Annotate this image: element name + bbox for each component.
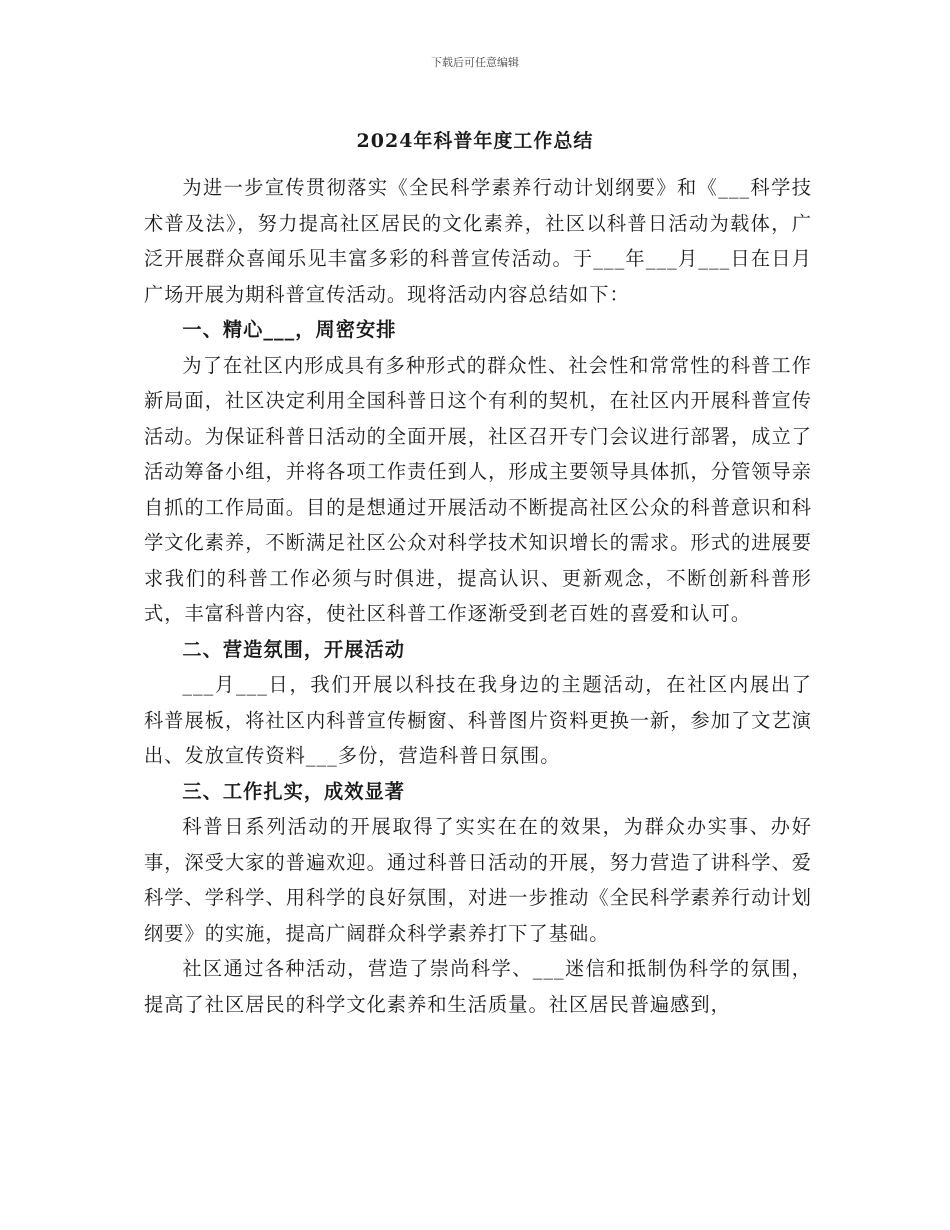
- section-2-paragraph: ___月___日，我们开展以科技在我身边的主题活动，在社区内展出了科普展板，将社区内科普宣传橱窗、科普图片资料更换一新，参加了文艺演出、发放宣传资料___多份，营造科普日氛围。: [144, 673, 812, 767]
- download-note: 下载后可任意编辑: [431, 56, 519, 69]
- section-1-paragraph: 为了在社区内形成具有多种形式的群众性、社会性和常常性的科普工作新局面，社区决定利用全国科普日这个有利的契机，在社区内开展科普宣传活动。为保证科普日活动的全面开展，社区召开专门会议进行部署，成立了活动筹备小组，并将各项工作责任到人，形成主要领导具体抓，分管领导亲自抓的工作局面。目的是想通过开展活动不断提高社区公众的科普意识和科学文化素养，不断满足社区公众对科学技术知识增长的需求。形式的进展要求我们的科普工作必须与时俱进，提高认识、更新观念，不断创新科普形式，丰富科普内容，使社区科普工作逐渐受到老百姓的喜爱和认可。: [144, 353, 812, 625]
- section-1-heading: 一、精心___，周密安排: [182, 318, 397, 341]
- document-title: 2024年科普年度工作总结: [356, 130, 594, 152]
- section-3-paragraph-2: 社区通过各种活动，营造了崇尚科学、___迷信和抵制伪科学的氛围，提高了社区居民的科学文化素养和生活质量。社区居民普遍感到，: [144, 957, 812, 1016]
- section-2-heading: 二、营造氛围，开展活动: [182, 637, 406, 661]
- section-3-heading: 三、工作扎实，成效显著: [182, 779, 406, 803]
- intro-paragraph: 为进一步宣传贯彻落实《全民科学素养行动计划纲要》和《___科学技术普及法》，努力提高社区居民的文化素养，社区以科普日活动为载体，广泛开展群众喜闻乐见丰富多彩的科普宣传活动。于___年___月___日在日月广场开展为期科普宣传活动。现将活动内容总结如下：: [144, 176, 812, 306]
- document-body: [144, 170, 812, 1022]
- section-3-paragraph-1: 科普日系列活动的开展取得了实实在在的效果，为群众办实事、办好事，深受大家的普遍欢迎。通过科普日活动的开展，努力营造了讲科学、爱科学、学科学、用科学的良好氛围，对进一步推动《全民科学素养行动计划纲要》的实施，提高广阔群众科学素养打下了基础。: [144, 815, 812, 945]
